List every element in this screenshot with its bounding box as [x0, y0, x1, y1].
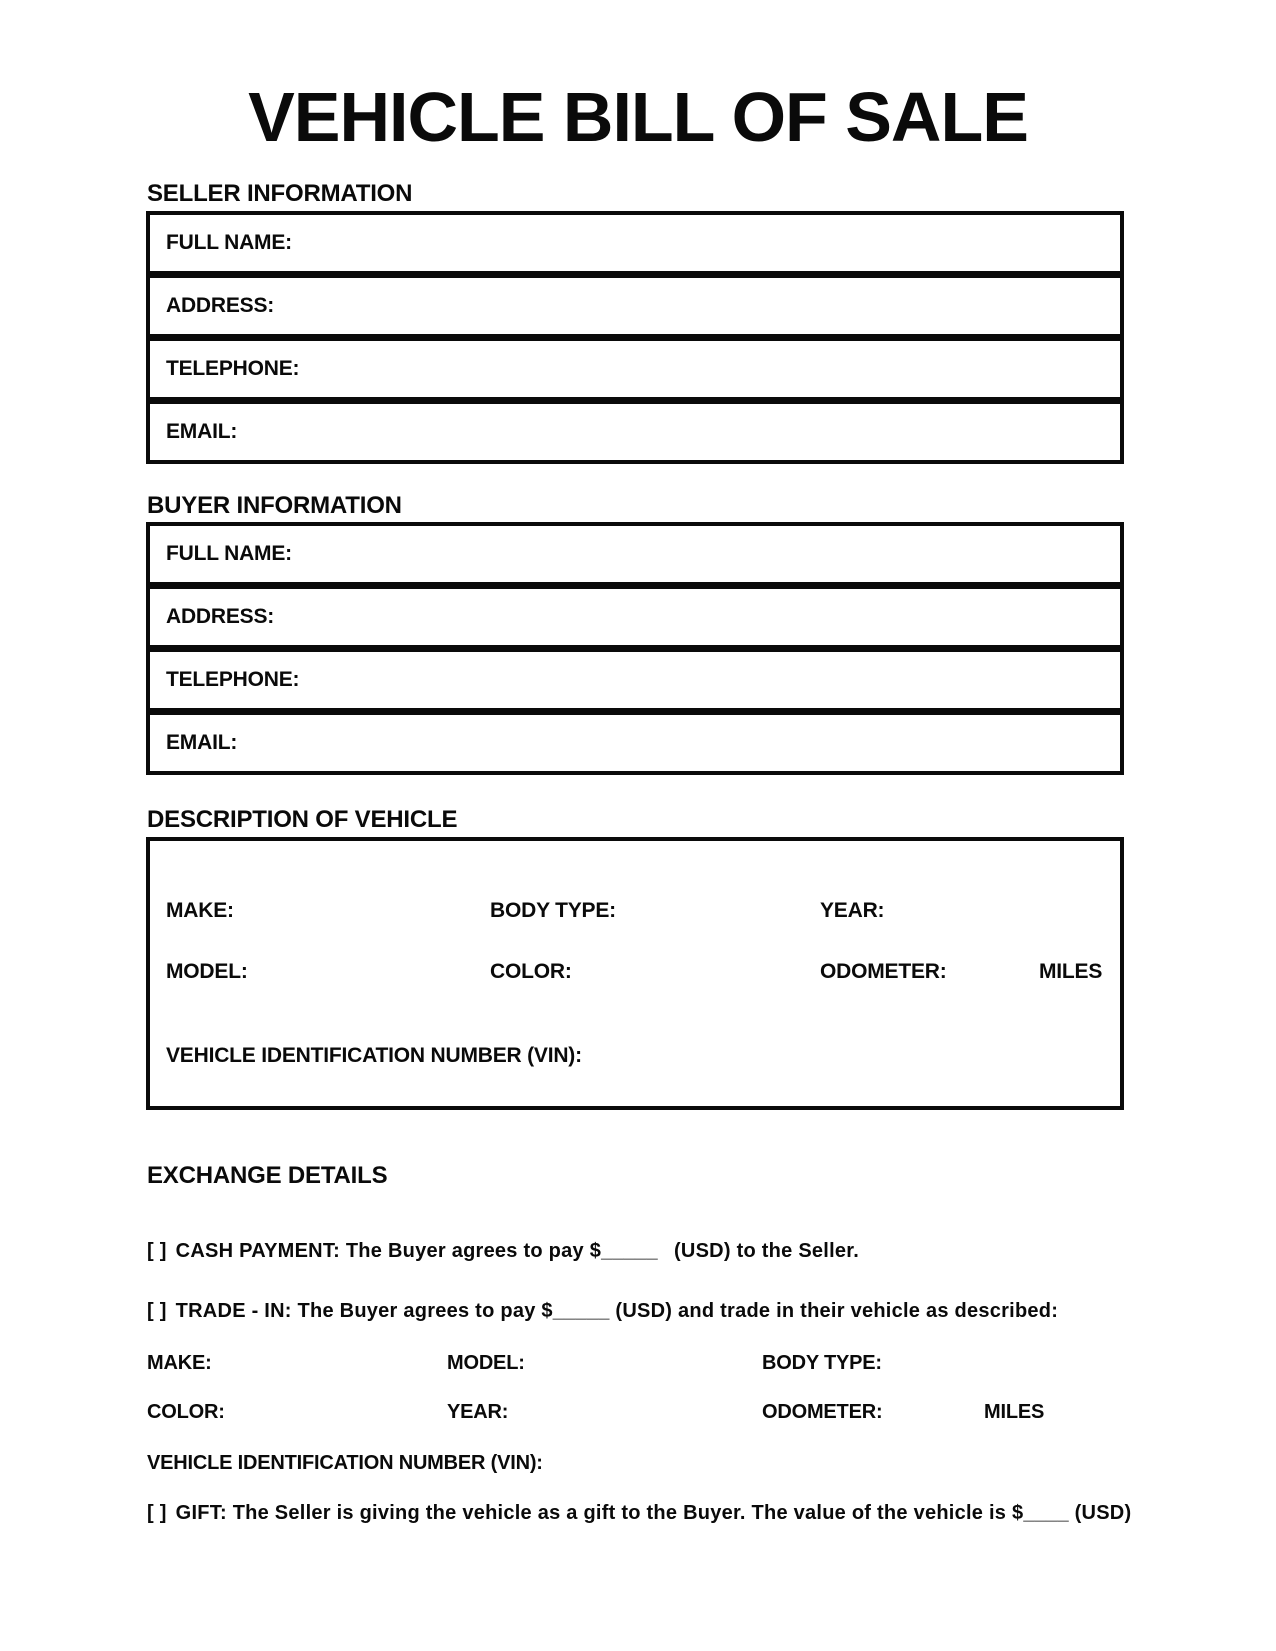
seller-section-heading: SELLER INFORMATION — [147, 180, 413, 207]
vehicle-description-box — [146, 837, 1124, 1110]
vehicle-vin-label[interactable]: VEHICLE IDENTIFICATION NUMBER (VIN): — [166, 1044, 582, 1067]
seller-email-label: EMAIL: — [166, 420, 238, 443]
vehicle-odometer-label[interactable]: ODOMETER: — [820, 960, 947, 983]
seller-address-input[interactable] — [274, 278, 1120, 334]
seller-full-name-row[interactable] — [146, 211, 1124, 275]
seller-email-row[interactable] — [146, 400, 1124, 464]
gift-checkbox[interactable]: [ ] — [147, 1502, 167, 1524]
trade-make-label[interactable]: MAKE: — [147, 1352, 212, 1374]
buyer-email-input[interactable] — [237, 715, 1120, 771]
trade-in-option — [147, 1300, 1058, 1322]
trade-vehicle-row-1 — [147, 1352, 1187, 1376]
seller-email-input[interactable] — [237, 404, 1120, 460]
vehicle-model-label[interactable]: MODEL: — [166, 960, 248, 983]
vehicle-miles-label: MILES — [1039, 960, 1103, 983]
vehicle-color-label[interactable]: COLOR: — [490, 960, 572, 983]
trade-year-label[interactable]: YEAR: — [447, 1401, 509, 1423]
seller-telephone-input[interactable] — [299, 341, 1120, 397]
vehicle-body-type-label[interactable]: BODY TYPE: — [490, 899, 616, 922]
trade-vin-label[interactable]: VEHICLE IDENTIFICATION NUMBER (VIN): — [147, 1452, 543, 1474]
buyer-address-input[interactable] — [274, 589, 1120, 645]
seller-address-label: ADDRESS: — [166, 294, 275, 317]
trade-odometer-label[interactable]: ODOMETER: — [762, 1401, 883, 1423]
seller-full-name-label: FULL NAME: — [166, 231, 292, 254]
cash-payment-checkbox[interactable]: [ ] — [147, 1240, 167, 1262]
buyer-info-table — [146, 522, 1124, 775]
buyer-full-name-row[interactable] — [146, 522, 1124, 586]
seller-info-table — [146, 211, 1124, 464]
seller-address-row[interactable] — [146, 274, 1124, 338]
trade-color-label[interactable]: COLOR: — [147, 1401, 225, 1423]
buyer-telephone-input[interactable] — [299, 652, 1120, 708]
page-title: VEHICLE BILL OF SALE — [248, 78, 1028, 156]
trade-in-checkbox[interactable]: [ ] — [147, 1300, 167, 1322]
buyer-address-row[interactable] — [146, 585, 1124, 649]
cash-payment-option — [147, 1240, 859, 1262]
buyer-address-label: ADDRESS: — [166, 605, 275, 628]
buyer-email-row[interactable] — [146, 711, 1124, 775]
seller-telephone-row[interactable] — [146, 337, 1124, 401]
gift-text: GIFT: The Seller is giving the vehicle as a gift to the Buyer. The value of the vehicle is $____ (USD) — [175, 1502, 1132, 1524]
buyer-section-heading: BUYER INFORMATION — [147, 492, 402, 519]
vehicle-year-label[interactable]: YEAR: — [820, 899, 885, 922]
buyer-full-name-input[interactable] — [292, 526, 1120, 582]
trade-model-label[interactable]: MODEL: — [447, 1352, 525, 1374]
exchange-details-heading: EXCHANGE DETAILS — [147, 1162, 388, 1189]
trade-miles-label: MILES — [984, 1401, 1045, 1423]
seller-telephone-label: TELEPHONE: — [166, 357, 300, 380]
vehicle-make-label[interactable]: MAKE: — [166, 899, 234, 922]
seller-full-name-input[interactable] — [292, 215, 1120, 271]
trade-body-type-label[interactable]: BODY TYPE: — [762, 1352, 882, 1374]
gift-option — [147, 1502, 1131, 1524]
buyer-full-name-label: FULL NAME: — [166, 542, 292, 565]
trade-in-text: TRADE - IN: The Buyer agrees to pay $_____ (USD) and trade in their vehicle as described: — [175, 1300, 1059, 1322]
buyer-email-label: EMAIL: — [166, 731, 238, 754]
buyer-telephone-row[interactable] — [146, 648, 1124, 712]
trade-vehicle-row-2 — [147, 1401, 1187, 1425]
buyer-telephone-label: TELEPHONE: — [166, 668, 300, 691]
vehicle-description-heading: DESCRIPTION OF VEHICLE — [147, 806, 458, 833]
cash-payment-text: CASH PAYMENT: The Buyer agrees to pay $_____ (USD) to the Seller. — [175, 1240, 860, 1262]
trade-vin-row — [147, 1452, 1187, 1476]
